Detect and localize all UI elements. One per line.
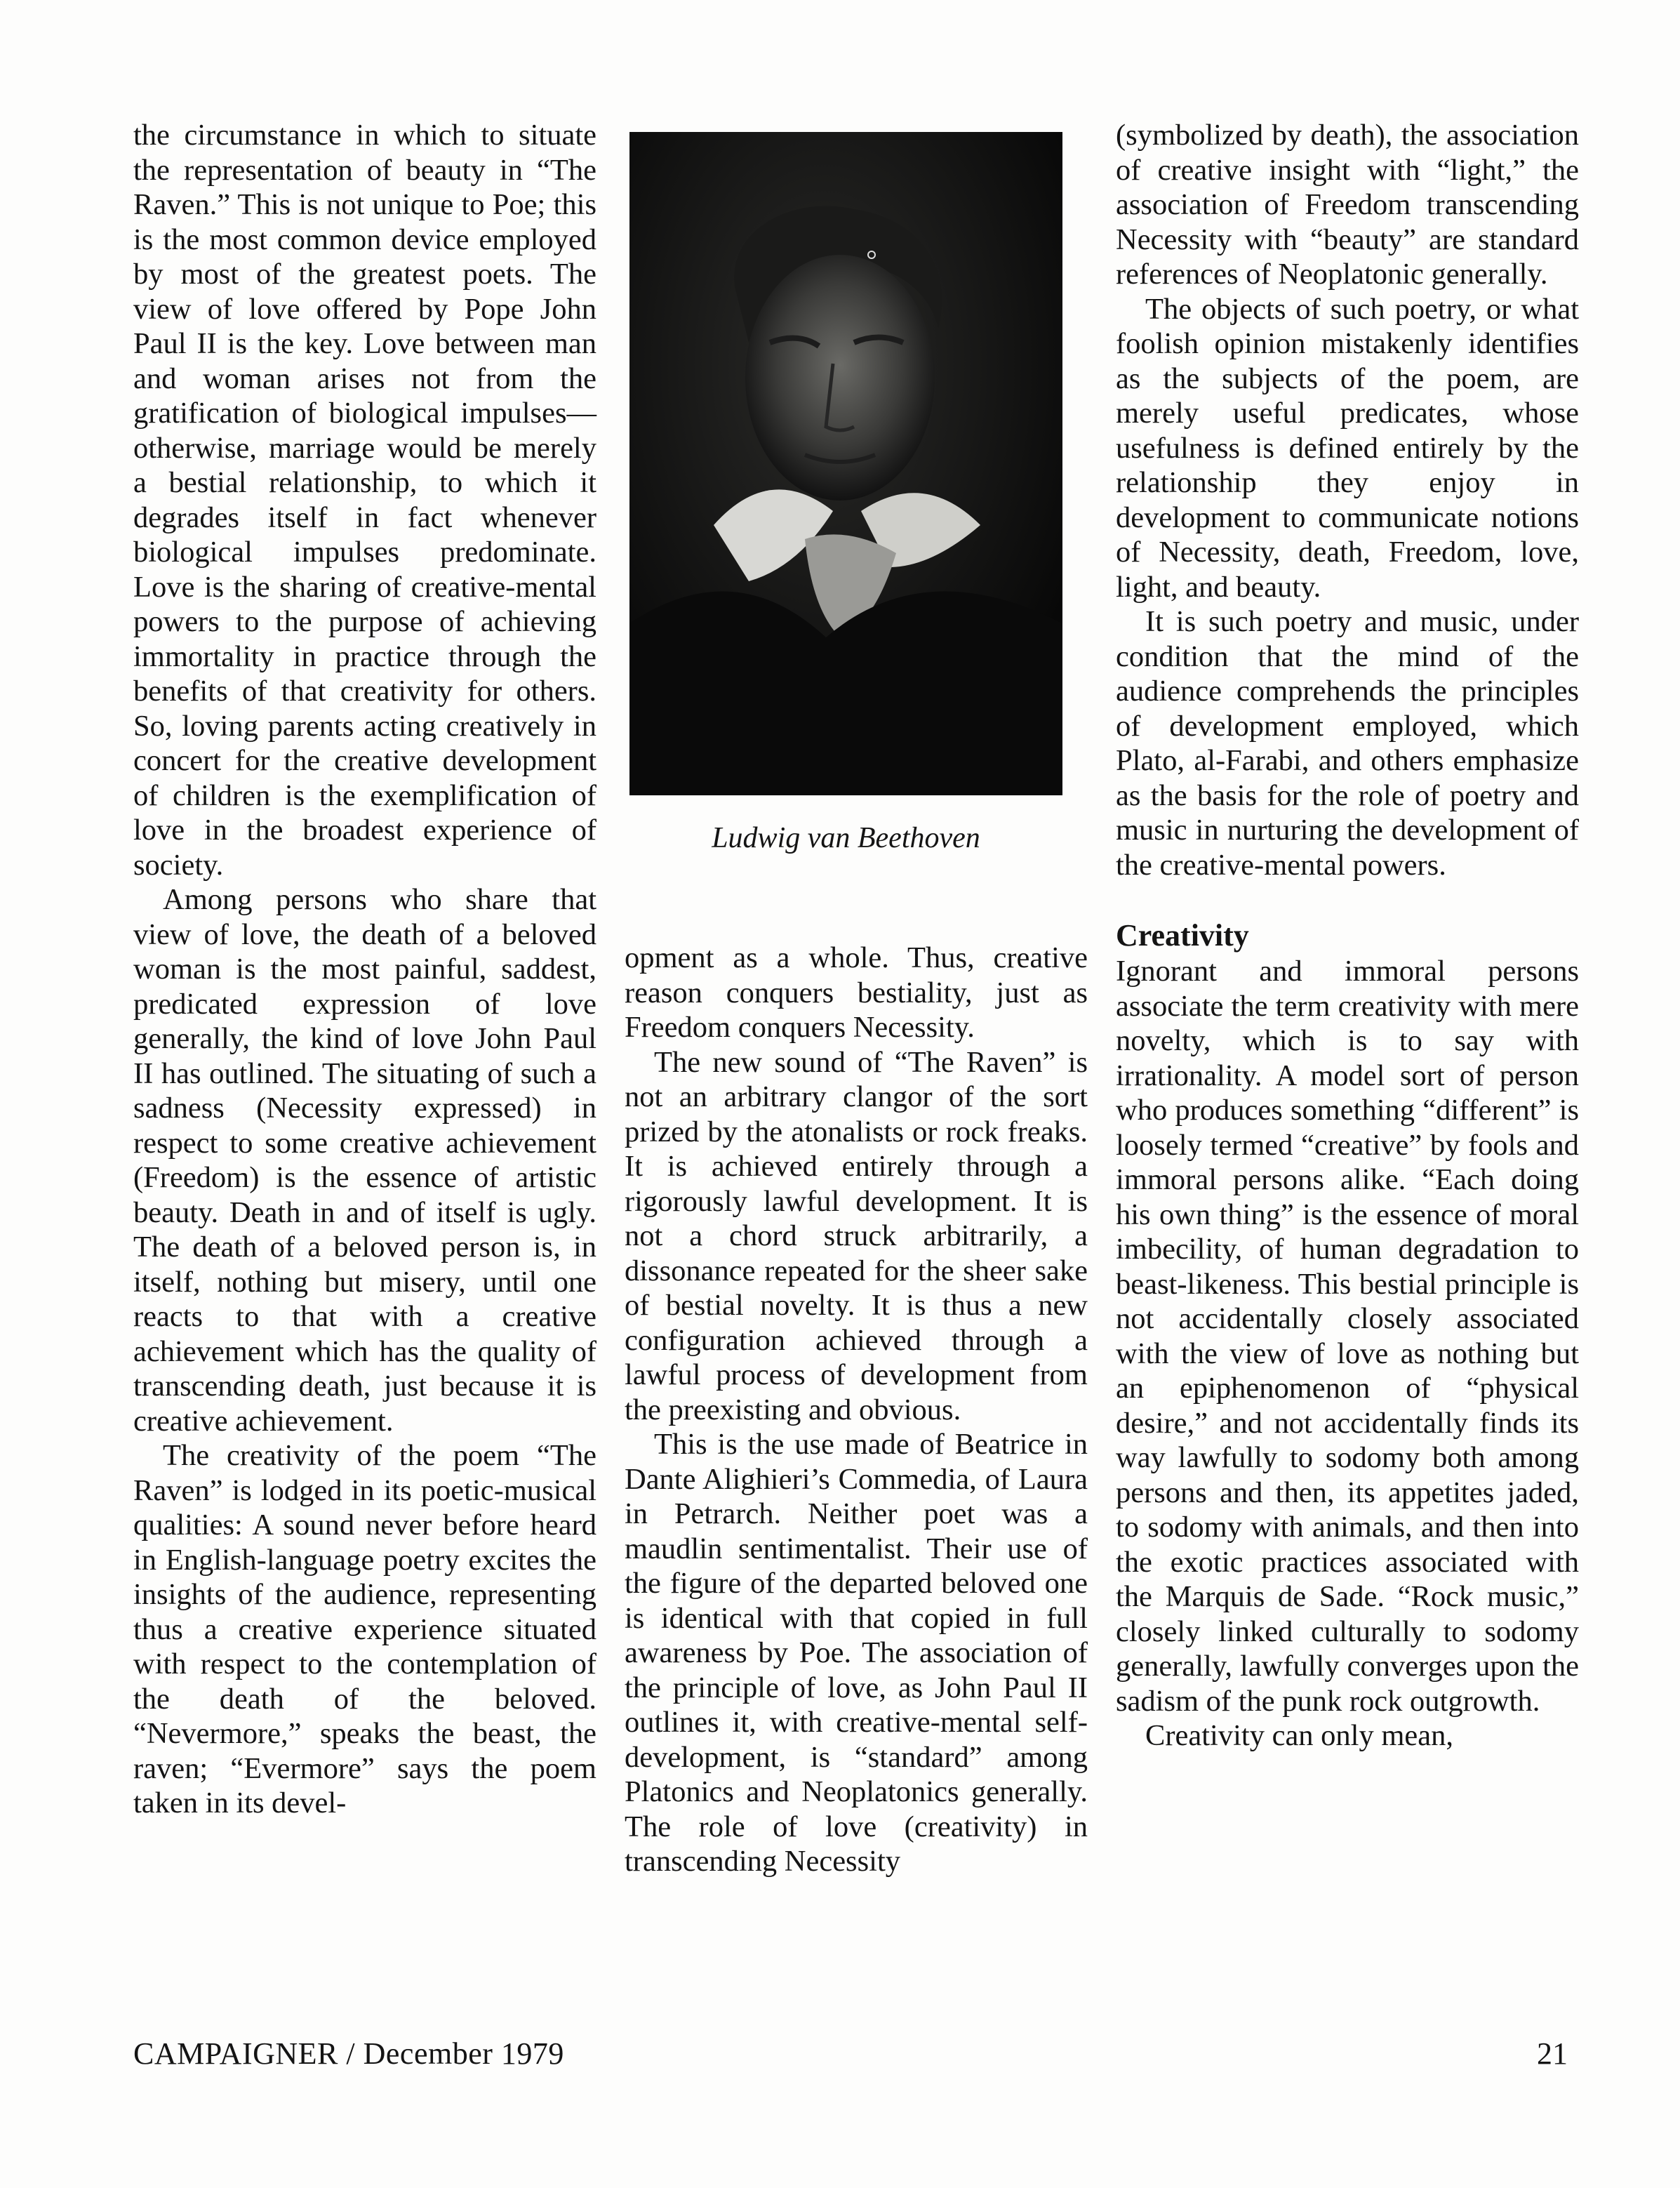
publication-footer: CAMPAIGNER / December 1979 [133, 2036, 564, 2071]
paragraph: The objects of such poetry, or what foolish opinion mistakenly identifies as the subjects of the poem, are merely useful predicates, whose usefulness is defined entirely by the relationship they enjoy in development to communicate notions of Necessity, death, Freedom, love, light, and beauty. [1116, 292, 1579, 604]
page-number: 21 [1537, 2036, 1568, 2071]
paragraph: This is the use made of Beatrice in Dante Alighieri’s Commedia, of Laura in Petrarch. Neither poet was a maudlin sentimentalist. Their use of the figure of the departed beloved one is identical with that copied in full awareness by Poe. The association of the principle of love, as John Paul II outlines it, with creative-mental self-development, is “standard” among Platonics and Neoplatonics generally. The role of love (creativity) in transcending Necessity [625, 1428, 1088, 1878]
right-column [1116, 118, 1579, 1753]
paragraph: It is such poetry and music, under condition that the mind of the audience comprehends the principles of development employed, which Plato, al-Farabi, and others emphasize as the basis for the role of poetry and music in nurturing the development of the creative-mental powers. [1116, 605, 1579, 882]
section-heading: Creativity [1116, 918, 1249, 953]
portrait-figure [629, 132, 1062, 795]
left-column [133, 118, 596, 1821]
paragraph: the circumstance in which to situate the representation of beauty in “The Raven.” This is not unique to Poe; this is the most common device employed by most of the greatest poets. The view of love offered by Pope John Paul II is the key. Love between man and woman arises not from the gratification of biological impulses—otherwise, marriage would be merely a bestial relationship, to which it degrades itself in fact whenever biological impulses predominate. Love is the sharing of creative-mental powers to the purpose of achieving immortality in practice through the benefits of that creativity for others. So, loving parents acting creatively in concert for the creative development of children is the exemplification of love in the broadest experience of society. [133, 119, 596, 882]
figure-caption: Ludwig van Beethoven [712, 822, 980, 854]
paragraph: (symbolized by death), the association of creative insight with “light,” the association of Freedom transcending Necessity with “beauty” are standard references of Neoplatonic generally. [1116, 119, 1579, 291]
paragraph: The new sound of “The Raven” is not an arbitrary clangor of the sort prized by the atonalists or rock freaks. It is achieved entirely through a rigorously lawful development. It is not a chord struck arbitrarily, a dissonance repeated for the sheer sake of bestial novelty. It is thus a new configuration achieved through a lawful process of development from the preexisting and obvious. [625, 1045, 1088, 1426]
paragraph: opment as a whole. Thus, creative reason conquers bestiality, just as Freedom conquers Necessity. [625, 941, 1088, 1044]
paragraph: Ignorant and immoral persons associate the term creativity with mere novelty, which is to say with irrationality. A model sort of person who produces something “different” is loosely termed “creative” by fools and immoral persons alike. “Each doing his own thing” is the essence of moral imbecility, of human degradation to beast-likeness. This bestial principle is not accidentally closely associated with the view of love as nothing but an epiphenomenon of “physical desire,” and not accidentally finds its way lawfully to sodomy both among persons and then, its appetites jaded, to sodomy with animals, and then into the exotic practices associated with the Marquis de Sade. “Rock music,” closely linked culturally to sodomy generally, lawfully converges upon the sadism of the punk rock outgrowth. [1116, 955, 1579, 1718]
paragraph: Creativity can only mean, [1145, 1719, 1454, 1752]
beethoven-portrait-image [629, 132, 1062, 795]
paragraph: Among persons who share that view of love, the death of a beloved woman is the most painful, saddest, predicated expression of love generally, the kind of love John Paul II has outlined. The situating of such a sadness (Necessity expressed) in respect to some creative achievement (Freedom) is the essence of artistic beauty. Death in and of itself is ugly. The death of a beloved person is, in itself, nothing but misery, until one reacts to that with a creative achievement which has the quality of transcending death, just because it is creative achievement. [133, 883, 596, 1438]
paragraph: The creativity of the poem “The Raven” is lodged in its poetic-musical qualities: A sound never before heard in English-language poetry excites the insights of the audience, representing thus a creative experience situated with respect to the contemplation of the death of the beloved. “Nevermore,” speaks the beast, the raven; “Evermore” says the poem taken in its devel- [133, 1439, 596, 1819]
middle-column [625, 941, 1088, 1879]
